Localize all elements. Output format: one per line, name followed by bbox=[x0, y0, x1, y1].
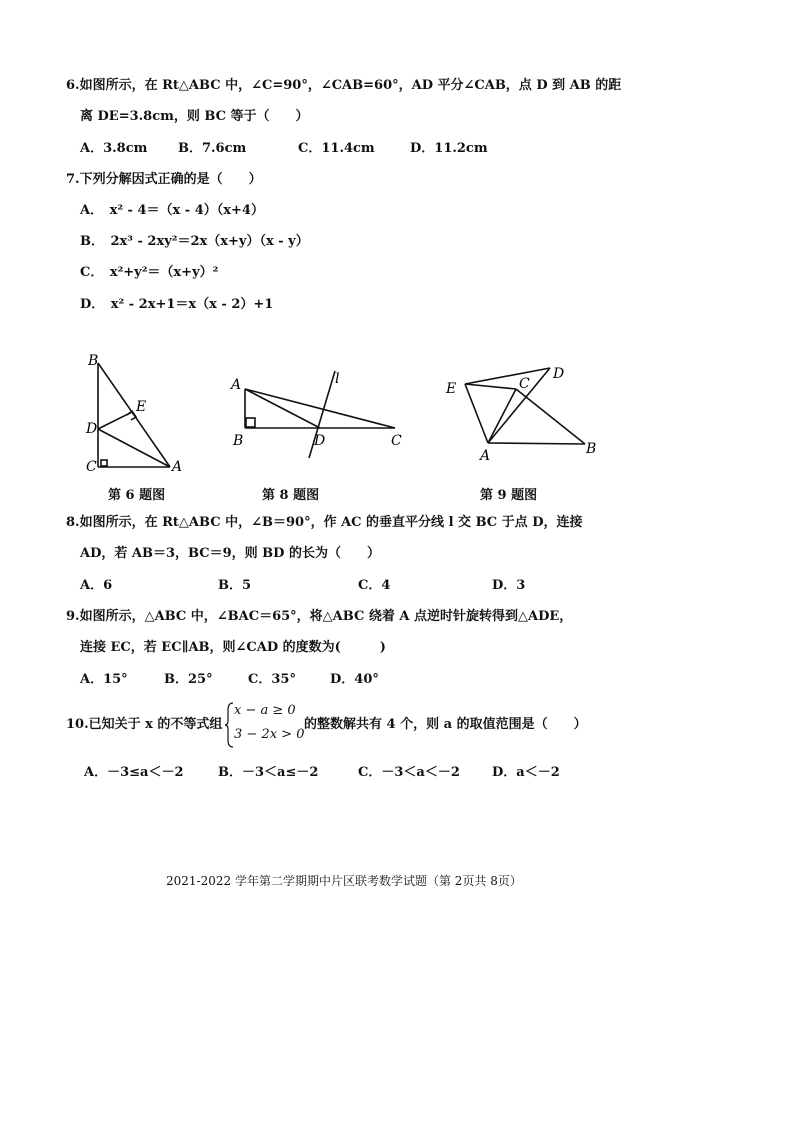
fig9-label-c: C bbox=[519, 376, 530, 392]
q10-inequality-1: x − a ≥ 0 bbox=[234, 703, 296, 718]
fig8-label-c: C bbox=[391, 433, 402, 449]
q9-option-d: D．40° bbox=[330, 672, 379, 687]
fig8-label-a: A bbox=[231, 377, 242, 393]
q7-option-d: D． x² - 2x+1＝x（x - 2）+1 bbox=[80, 297, 274, 312]
q10-stem-after: 的整数解共有 4 个，则 a 的取值范围是（ ） bbox=[304, 717, 587, 732]
q9-option-a: A．15° bbox=[80, 672, 128, 687]
q10-option-a: A．－3≤a＜－2 bbox=[84, 765, 184, 780]
q8-stem-line1: 8.如图所示，在 Rt△ABC 中，∠B＝90°，作 AC 的垂直平分线 l 交 BC 于点 D，连接 bbox=[66, 515, 583, 530]
figure-8-caption: 第 8 题图 bbox=[262, 488, 320, 503]
figure-8 bbox=[225, 363, 415, 463]
q6-stem-line1: 6.如图所示，在 Rt△ABC 中，∠C=90°，∠CAB=60°，AD 平分∠CAB，点 D 到 AB 的距 bbox=[66, 78, 622, 93]
fig8-label-b: B bbox=[233, 433, 244, 449]
q10-stem-before: 10.已知关于 x 的不等式组 bbox=[66, 717, 223, 732]
q6-option-d: D．11.2cm bbox=[410, 141, 488, 156]
q7-stem: 7.下列分解因式正确的是（ ） bbox=[66, 172, 262, 187]
q9-option-c: C．35° bbox=[248, 672, 296, 687]
fig6-label-e: E bbox=[136, 399, 147, 415]
q10-brace bbox=[224, 702, 234, 748]
fig6-label-d: D bbox=[86, 421, 98, 437]
q9-stem-line1: 9.如图所示，△ABC 中，∠BAC＝65°，将△ABC 绕着 A 点逆时针旋转得到△ADE， bbox=[66, 609, 573, 624]
fig6-label-a: A bbox=[172, 459, 183, 475]
figure-6-caption: 第 6 题图 bbox=[108, 488, 166, 503]
q8-option-d: D．3 bbox=[492, 578, 526, 593]
q10-option-d: D．a＜－2 bbox=[492, 765, 560, 780]
q10-inequality-2: 3 − 2x > 0 bbox=[234, 727, 305, 742]
fig9-label-b: B bbox=[586, 441, 597, 457]
fig9-label-a: A bbox=[480, 448, 491, 464]
q9-option-b: B．25° bbox=[164, 672, 213, 687]
q7-option-c: C． x²+y²＝（x+y）² bbox=[80, 265, 219, 280]
q6-option-b: B．7.6cm bbox=[178, 141, 247, 156]
q6-option-c: C．11.4cm bbox=[298, 141, 375, 156]
fig9-label-e: E bbox=[446, 381, 457, 397]
figure-9-caption: 第 9 题图 bbox=[480, 488, 538, 503]
q10-option-c: C．－3＜a＜－2 bbox=[358, 765, 460, 780]
fig8-label-l: l bbox=[335, 371, 340, 387]
q8-option-b: B．5 bbox=[218, 578, 252, 593]
q10-option-b: B．－3＜a≤－2 bbox=[218, 765, 319, 780]
q8-stem-line2: AD，若 AB＝3，BC＝9，则 BD 的长为（ ） bbox=[80, 546, 380, 561]
fig6-label-c: C bbox=[86, 459, 97, 475]
q7-option-a: A． x² - 4＝（x - 4）（x+4） bbox=[80, 203, 264, 218]
fig8-label-d: D bbox=[314, 433, 326, 449]
q6-stem-line2: 离 DE=3.8cm，则 BC 等于（ ） bbox=[80, 109, 309, 124]
fig9-label-d: D bbox=[553, 366, 565, 382]
q7-option-b: B． 2x³ - 2xy²＝2x（x+y）（x - y） bbox=[80, 234, 309, 249]
page-footer: 2021-2022 学年第二学期期中片区联考数学试题（第 2页共 8页） bbox=[166, 874, 522, 888]
q9-stem-line2: 连接 EC，若 EC∥AB，则∠CAD 的度数为( ) bbox=[80, 640, 386, 655]
q8-option-a: A．6 bbox=[80, 578, 113, 593]
fig6-label-b: B bbox=[88, 353, 99, 369]
figure-6 bbox=[80, 345, 190, 480]
figure-9 bbox=[440, 360, 610, 465]
q6-option-a: A．3.8cm bbox=[80, 141, 148, 156]
q8-option-c: C．4 bbox=[358, 578, 391, 593]
